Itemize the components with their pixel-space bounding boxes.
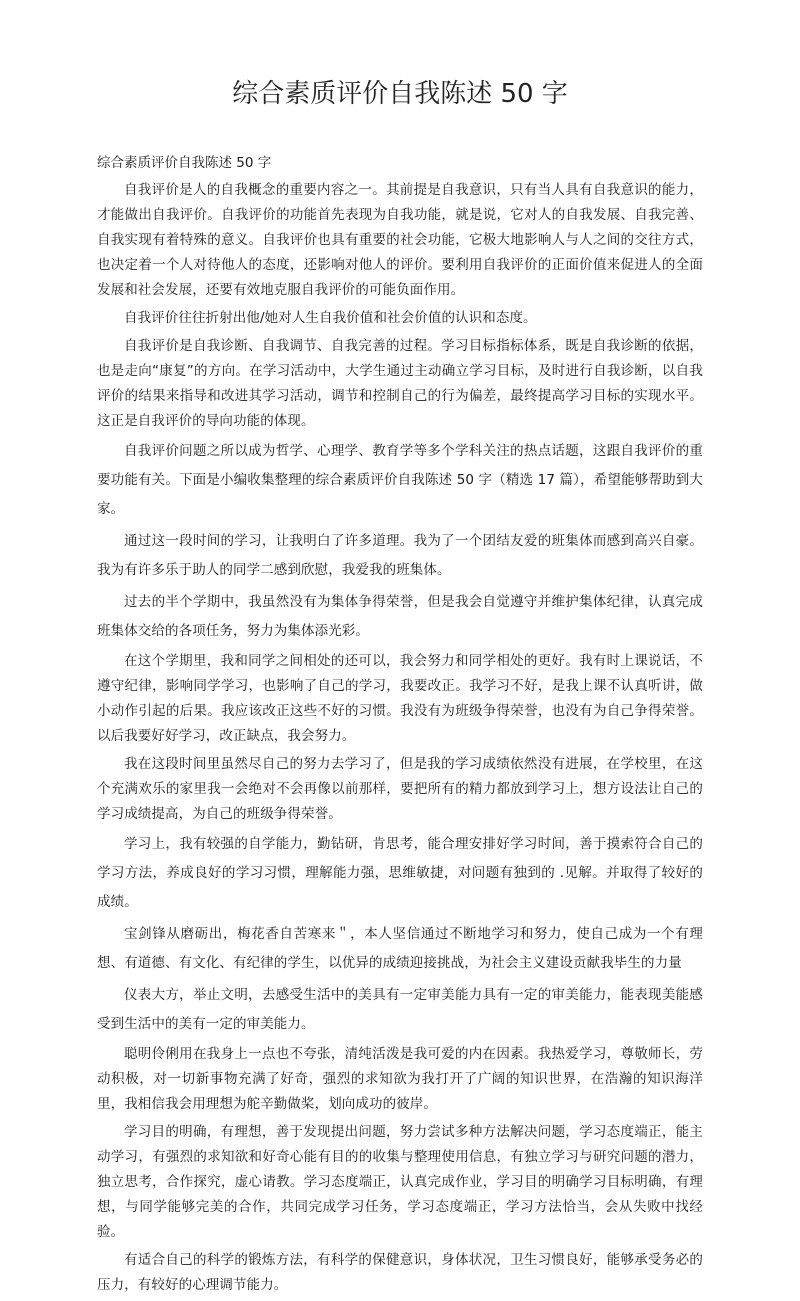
paragraph: 聪明伶俐用在我身上一点也不夸张，清纯活泼是我可爱的内在因素。我热爱学习，尊敬师长，劳动积极，对一切新事物充满了好奇，强烈的求知欲为我打开了广阔的知识世界，在浩瀚的知识海洋里，我相信我会用理想为舵辛勤做桨，划向成功的彼岸。 (97, 1046, 703, 1112)
paragraph: 在这个学期里，我和同学之间相处的还可以，我会努力和同学相处的更好。我有时上课说话，不遵守纪律，影响同学学习，也影响了自己的学习，我要改正。我学习不好，是我上课不认真听讲，做小动作引起的后果。我应该改正这些不好的习惯。我没有为班级争得荣誉，也没有为自己争得荣誉。以后我要好好学习，改正缺点，我会努力。 (97, 653, 703, 744)
paragraph: 自我评价是人的自我概念的重要内容之一。其前提是自我意识，只有当人具有自我意识的能力，才能做出自我评价。自我评价的功能首先表现为自我功能，就是说，它对人的自我发展、自我完善、自我实现有着特殊的意义。自我评价也具有重要的社会功能，它极大地影响人与人之间的交往方式，也决定着一个人对待他人的态度，还影响对他人的评价。要利用自我评价的正面价值来促进人的全面发展和社会发展，还要有效地克服自我评价的可能负面作用。 (97, 182, 703, 298)
document-subtitle: 综合素质评价自我陈述 50 字 (97, 155, 272, 171)
paragraph: 自我评价往往折射出他/她对人生自我价值和社会价值的认识和态度。 (124, 310, 537, 326)
paragraph: 过去的半个学期中，我虽然没有为集体争得荣誉，但是我会自觉遵守并维护集体纪律，认真完成班集体交给的各项任务，努力为集体添光彩。 (97, 594, 703, 639)
paragraph: 我在这段时间里虽然尽自己的努力去学习了，但是我的学习成绩依然没有进展，在学校里，在这个充满欢乐的家里我一会绝对不会再像以前那样，要把所有的精力都放到学习上，想方设法让自己的学习成绩提高，为自己的班级争得荣誉。 (97, 756, 703, 822)
paragraph: 学习目的明确，有理想，善于发现提出问题，努力尝试多种方法解决问题，学习态度端正，能主动学习，有强烈的求知欲和好奇心能有目的的收集与整理使用信息，有独立学习与研究问题的潜力，独立思考，合作探究，虚心请教。学习态度端正，认真完成作业，学习目的明确学习目标明确，有理想，与同学能够完美的合作，共同完成学习任务，学习态度端正，学习方法恰当，会从失败中找经验。 (97, 1124, 703, 1240)
paragraph: 学习上，我有较强的自学能力，勤钻研，肯思考，能合理安排好学习时间，善于摸索符合自己的学习方法，养成良好的学习习惯，理解能力强，思维敏捷，对问题有独到的 .见解。并取得了较好的成绩。 (97, 836, 703, 910)
paragraph: 有适合自己的科学的锻炼方法，有科学的保健意识，身体状况，卫生习惯良好，能够承受务必的压力，有较好的心理调节能力。 (97, 1252, 703, 1293)
document-body (97, 178, 703, 1301)
paragraph: 仪表大方，举止文明，去感受生活中的美具有一定审美能力具有一定的审美能力，能表现美能感受到生活中的美有一定的审美能力。 (97, 987, 703, 1032)
paragraph: 通过这一段时间的学习，让我明白了许多道理。我为了一个团结友爱的班集体而感到高兴自豪。我为有许多乐于助人的同学二感到欣慰，我爱我的班集体。 (97, 533, 703, 578)
paragraph: 自我评价是自我诊断、自我调节、自我完善的过程。学习目标指标体系，既是自我诊断的依据，也是走向“康复”的方向。在学习活动中，大学生通过主动确立学习目标，及时进行自我诊断，以自我评价的结果来指导和改进其学习活动，调节和控制自己的行为偏差，最终提高学习目标的实现水平。这正是自我评价的导向功能的体现。 (97, 338, 703, 429)
paragraph: 自我评价问题之所以成为哲学、心理学、教育学等多个学科关注的热点话题，这跟自我评价的重要功能有关。下面是小编收集整理的综合素质评价自我陈述 50 字（精选 17 篇），希望能够帮助到大家。 (97, 443, 703, 517)
document-title: 综合素质评价自我陈述 50 字 (232, 79, 568, 109)
paragraph: 宝剑锋从磨砺出，梅花香自苦寒来＂，本人坚信通过不断地学习和努力，使自己成为一个有理想、有道德、有文化、有纪律的学生，以优异的成绩迎接挑战，为社会主义建设贡献我毕生的力量 (97, 926, 703, 971)
